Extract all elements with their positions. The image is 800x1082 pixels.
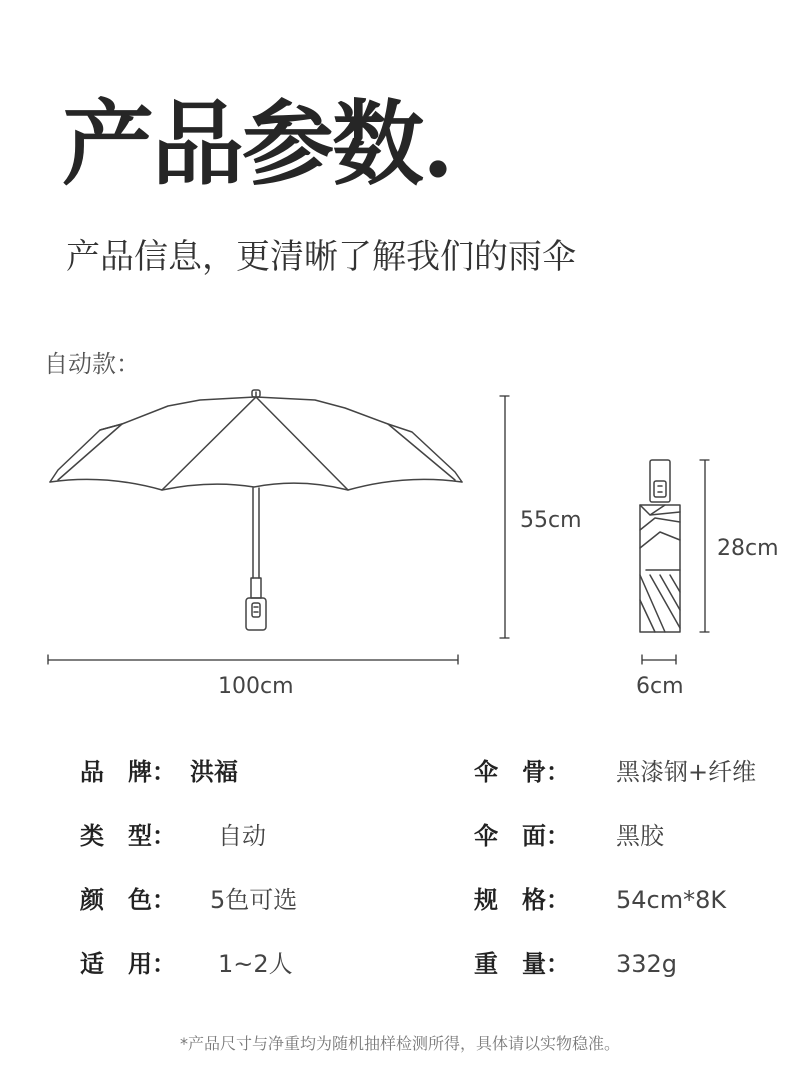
open-height-label: 55cm [520,508,582,533]
spec-label: 伞 骨： [474,758,570,786]
dimension-lines [48,396,709,664]
spec-size [474,888,726,912]
spec-type [80,824,266,848]
spec-value: 332g [616,950,678,978]
spec-label: 伞 面： [474,822,570,850]
spec-label: 颜 色： [80,886,176,914]
spec-color [80,888,297,912]
folded-width-label: 6cm [636,674,684,699]
spec-weight [474,952,677,976]
open-width-label: 100cm [218,674,294,699]
folded-height-label: 28cm [717,536,779,561]
spec-label: 重 量： [474,950,570,978]
spec-value: 洪福 [190,758,238,786]
spec-value: 5色可选 [210,886,298,914]
spec-value: 黑胶 [616,822,664,850]
spec-label: 品 牌： [80,758,176,786]
spec-value: 黑漆钢+纤维 [616,758,757,786]
spec-brand [80,760,238,784]
spec-value: 54cm*8K [616,886,727,914]
folded-umbrella-icon [640,460,680,632]
spec-capacity [80,952,293,976]
open-umbrella-icon [50,390,462,630]
spec-canopy [474,824,664,848]
spec-value: 自动 [218,822,266,850]
variant-label: 自动款： [44,350,140,378]
page-title: 产品参数. [62,90,453,198]
footnote: *产品尺寸与净重均为随机抽样检测所得，具体请以实物稳准。 [179,1034,620,1053]
spec-frame [474,760,756,784]
page-subtitle: 产品信息，更清晰了解我们的雨伞 [66,237,576,277]
spec-label: 规 格： [474,886,570,914]
spec-label: 类 型： [80,822,176,850]
spec-value: 1~2人 [218,950,293,978]
spec-label: 适 用： [80,950,176,978]
